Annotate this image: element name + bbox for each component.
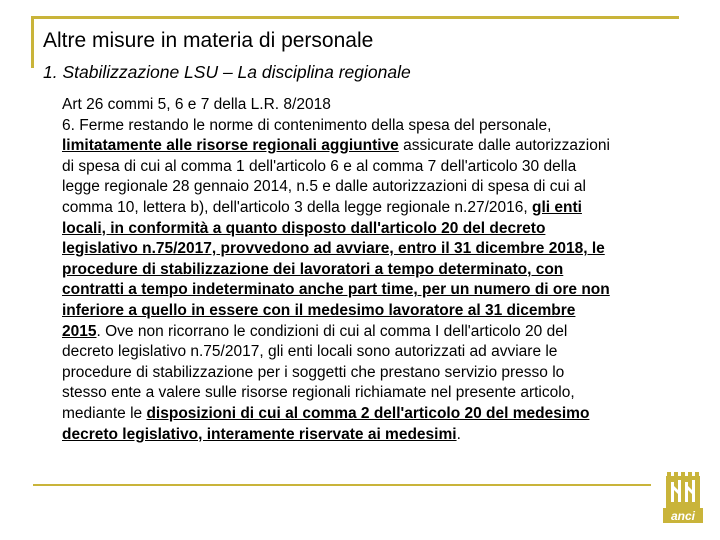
body-text-segment: assicurate dalle autorizzazioni di spesa di cui al comma 1 dell'articolo 6 e al comma 7 dell'articolo 30 della legge regionale 28 gennaio 2014, n.5 e dalle autorizzazioni di spesa di cui al comma 10, lettera b), dell'articolo 3 della legge regionale n.27/2016, bbox=[62, 137, 610, 216]
slide-subtitle: 1. Stabilizzazione LSU – La disciplina regionale bbox=[43, 62, 411, 82]
body-emphasis-segment: disposizioni di cui al comma 2 dell'articolo 20 del medesimo decreto legislativo, interamente riservate ai medesimi bbox=[62, 404, 590, 443]
body-text-segment: . Ove non ricorrano le condizioni di cui al comma I dell'articolo 20 del decreto legislativo n.75/2017, gli enti locali sono autorizzati ad avviare le procedure di stabilizzazione per i soggetti che prestano servizio presso lo stesso ente a valere sulle risorse regionali richiamate nel presente articolo, mediante le bbox=[62, 322, 575, 422]
frame-bottom-rule bbox=[33, 484, 651, 486]
anci-logo-icon bbox=[662, 470, 704, 524]
body-text-segment: 6. Ferme restando le norme di contenimento della spesa del personale, bbox=[62, 116, 552, 134]
logo-text: anci bbox=[670, 509, 696, 523]
frame-left-rule bbox=[31, 16, 34, 68]
slide-body bbox=[62, 95, 610, 445]
frame-top-rule bbox=[31, 16, 679, 19]
body-text-segment: . bbox=[456, 425, 461, 443]
slide-title: Altre misure in materia di personale bbox=[43, 29, 374, 52]
law-reference: Art 26 commi 5, 6 e 7 della L.R. 8/2018 bbox=[62, 96, 331, 113]
body-emphasis-segment: limitatamente alle risorse regionali aggiuntive bbox=[62, 137, 399, 155]
body-emphasis-segment: gli enti locali, in conformità a quanto disposto dall'articolo 20 del decreto legislativo n.75/2017, provvedono ad avviare, entro il 31 dicembre 2018, le procedure di stabilizzazione dei lavoratori a tempo determinato, con contratti a tempo indeterminato anche part time, per un numero di ore non inferiore a quello in essere con il medesimo lavoratore al 31 dicembre 2015 bbox=[62, 198, 610, 340]
